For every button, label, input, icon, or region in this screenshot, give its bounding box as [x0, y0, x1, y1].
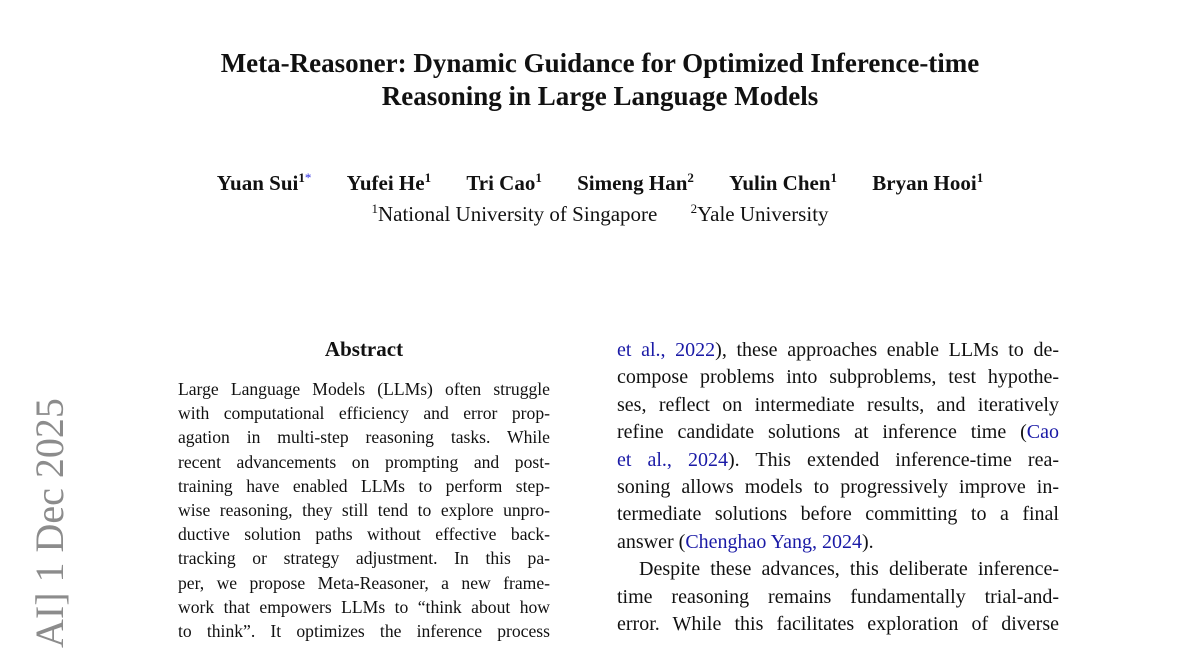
author: Bryan Hooi$^1$: [872, 170, 984, 195]
affiliation: $^1$National University of Singapore: [371, 201, 658, 226]
citation-link[interactable]: et al., 2024: [617, 448, 729, 471]
body-line: answer (Chenghao Yang, 2024).: [617, 530, 874, 553]
body-line: ses, reflect on intermediate results, and iteratively: [617, 393, 1059, 416]
body-text-column: [617, 337, 1059, 638]
body-line: soning allows models to progressively improve in-: [617, 476, 1059, 499]
body-line: compose problems into subproblems, test hypothe-: [617, 366, 1059, 389]
abstract-line: wise reasoning, they still tend to explore unpro-: [178, 500, 550, 521]
body-line: Despite these advances, this deliberate inference-: [639, 558, 1059, 581]
abstract-line: training have enabled LLMs to perform step-: [178, 475, 550, 496]
affiliation-list: [0, 201, 1200, 227]
abstract-line: agation in multi-step reasoning tasks. While: [178, 427, 550, 448]
abstract-line: work that empowers LLMs to “think about how: [178, 596, 550, 617]
body-line: refine candidate solutions at inference time (Cao: [617, 421, 1059, 444]
abstract-heading: Abstract: [324, 337, 404, 361]
citation-link[interactable]: Cao: [1026, 421, 1059, 444]
title-line: Reasoning in Large Language Models: [381, 81, 819, 111]
body-line: et al., 2022), these approaches enable LLMs to de-: [617, 339, 1059, 361]
abstract-text: [178, 377, 550, 643]
abstract-line: recent advancements on prompting and post-: [178, 451, 550, 472]
author: Tri Cao$^1$: [466, 170, 542, 195]
abstract-line: per, we propose Meta-Reasoner, a new frame-: [178, 572, 550, 593]
author: Simeng Han$^2$: [577, 170, 694, 195]
abstract-line: ductive solution paths without effective back-: [178, 524, 550, 545]
paper-title: [150, 47, 1050, 113]
arxiv-stamp: AI] 1 Dec 2025: [27, 398, 72, 648]
citation-link[interactable]: et al., 2022: [617, 339, 716, 361]
abstract-line: with computational efficiency and error prop-: [178, 403, 550, 424]
body-line: error. While this facilitates exploration of diverse: [617, 613, 1059, 636]
affiliation: $^2$Yale University: [690, 201, 829, 226]
abstract-line: tracking or strategy adjustment. In this pa-: [178, 548, 550, 569]
abstract-line: Large Language Models (LLMs) often struggle: [178, 379, 550, 399]
abstract-line: to think”. It optimizes the inference process: [178, 621, 550, 642]
author-list: [0, 170, 1200, 196]
author: Yulin Chen$^1$: [729, 170, 838, 195]
body-line: et al., 2024). This extended inference-time rea-: [617, 448, 1059, 471]
corresponding-author-mark: *: [304, 170, 312, 185]
author: Yufei He$^1$: [346, 170, 432, 195]
body-line: time reasoning remains fundamentally trial-and-: [617, 585, 1059, 608]
title-line: Meta-Reasoner: Dynamic Guidance for Optimized Inference-time: [220, 48, 980, 78]
body-line: termediate solutions before committing to a final: [617, 503, 1059, 526]
citation-link[interactable]: Chenghao Yang, 2024: [685, 530, 862, 553]
author: Yuan Sui$^{1*}$: [216, 170, 312, 195]
